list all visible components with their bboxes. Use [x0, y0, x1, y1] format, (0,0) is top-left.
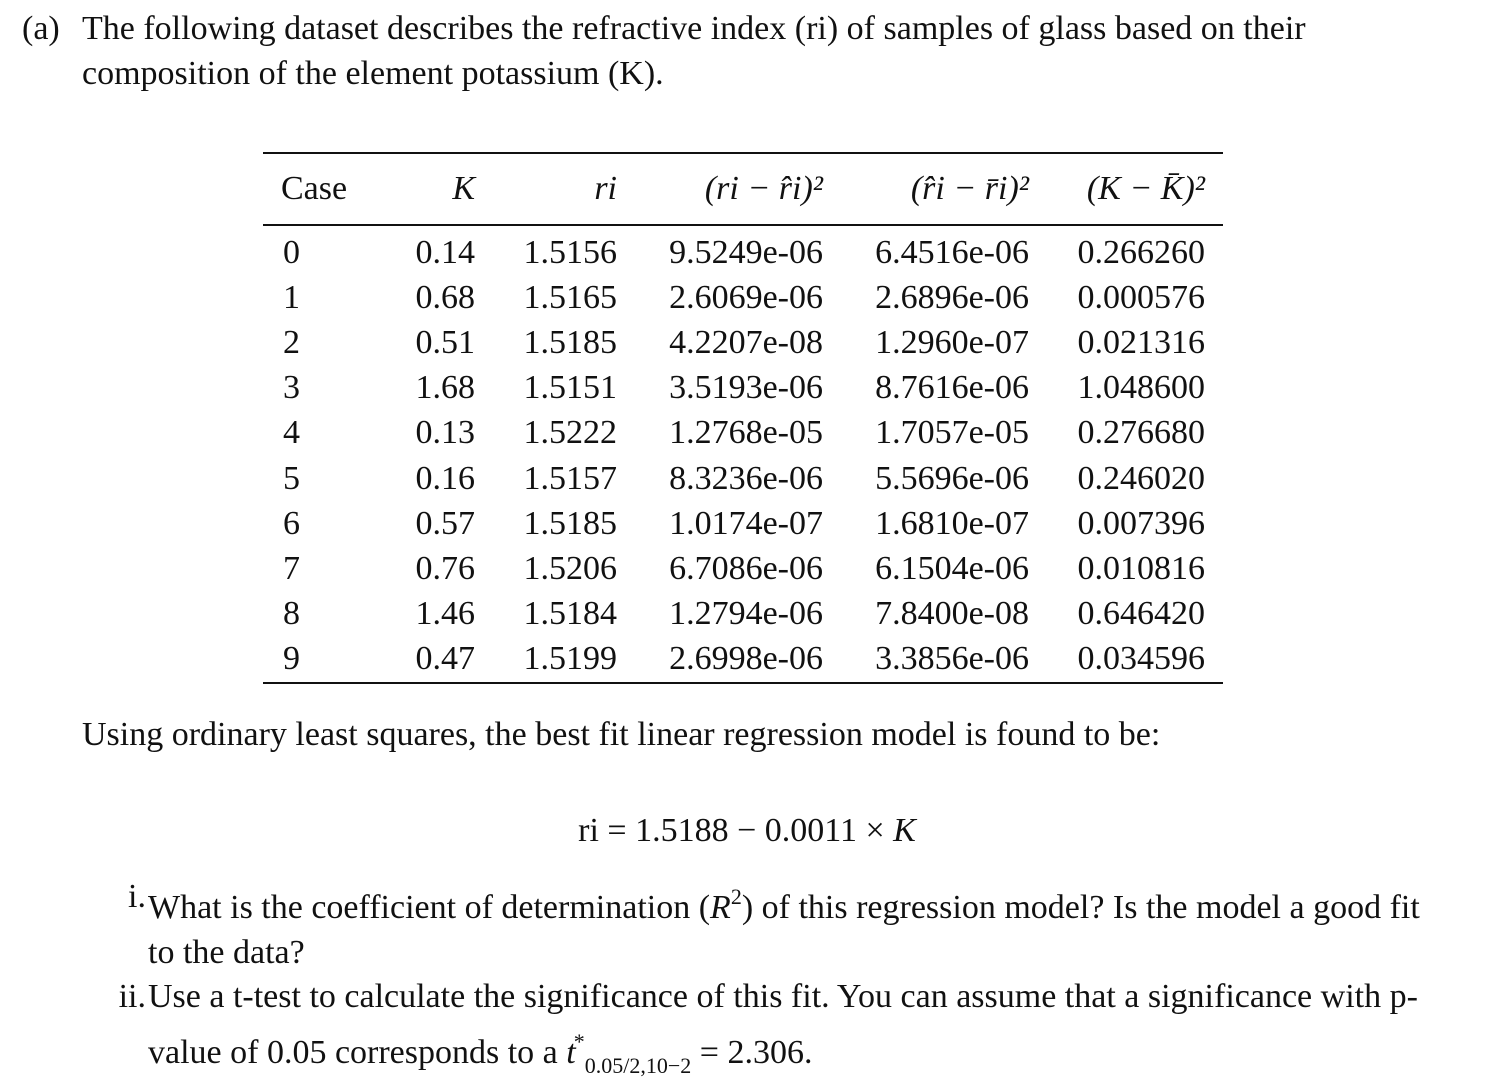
item-ii-t-symbol: t [566, 1034, 576, 1071]
cell-case: 8 [283, 595, 300, 633]
item-i-sup: 2 [730, 884, 742, 909]
cell-ri: 1.5151 [523, 369, 617, 407]
cell-ri: 1.5185 [523, 504, 617, 542]
cell-case: 5 [283, 459, 300, 497]
cell-model-squared: 1.6810e-07 [875, 504, 1029, 542]
question-label: (a) [22, 10, 60, 47]
cell-residual-squared: 1.2768e-05 [669, 414, 823, 452]
cell-residual-squared: 3.5193e-06 [669, 369, 823, 407]
data-table [263, 152, 1223, 684]
cell-residual-squared: 2.6069e-06 [669, 278, 823, 316]
question-item-i [128, 874, 1438, 975]
item-i-text-before: What is the coefficient of determination ( [148, 889, 711, 926]
cell-residual-squared: 6.7086e-06 [669, 549, 823, 587]
cell-residual-squared: 1.0174e-07 [669, 504, 823, 542]
cell-ri: 1.5206 [523, 549, 617, 587]
cell-model-squared: 7.8400e-08 [875, 595, 1029, 633]
item-ii-text-after: = 2.306. [691, 1034, 813, 1071]
cell-k-deviation-squared: 0.276680 [1077, 414, 1205, 452]
regression-equation [0, 808, 1494, 853]
cell-k-deviation-squared: 0.646420 [1077, 595, 1205, 633]
cell-case: 7 [283, 549, 300, 587]
item-ii-marker: ii. [118, 978, 146, 1015]
cell-ri: 1.5184 [523, 595, 617, 633]
cell-k: 0.13 [415, 414, 475, 452]
header-residual-squared: (ri − r̂i)² [704, 170, 823, 207]
cell-k-deviation-squared: 0.266260 [1077, 233, 1205, 271]
cell-k: 0.47 [415, 640, 475, 678]
cell-k-deviation-squared: 0.246020 [1077, 459, 1205, 497]
cell-k: 0.68 [415, 278, 475, 316]
ols-statement: Using ordinary least squares, the best fit linear regression model is found to be: [82, 716, 1161, 753]
cell-k: 0.76 [415, 549, 475, 587]
item-ii-t-sub: 0.05/2,10−2 [584, 1053, 692, 1078]
table-row [263, 225, 1223, 275]
item-i-text-after: ) of this regression model? Is the model a good fit to the data? [148, 889, 1420, 971]
equation-rhs: = 1.5188 − 0.0011 × [607, 812, 894, 849]
item-i-marker: i. [128, 878, 146, 915]
cell-case: 4 [283, 414, 300, 452]
cell-residual-squared: 2.6998e-06 [669, 640, 823, 678]
cell-k: 0.51 [415, 323, 475, 361]
data-table-wrapper [263, 152, 1223, 684]
cell-k: 0.16 [415, 459, 475, 497]
cell-ri: 1.5222 [523, 414, 617, 452]
header-k: K [452, 170, 475, 207]
table-row [263, 411, 1223, 456]
table-header-row [263, 153, 1223, 225]
cell-k: 1.68 [415, 369, 475, 407]
cell-k-deviation-squared: 0.010816 [1077, 549, 1205, 587]
item-ii-text-before: Use a t-test to calculate the significance of this fit. You can assume that a significance with p-value of 0.05 corresponds to a [148, 978, 1418, 1071]
table-row [263, 637, 1223, 683]
cell-residual-squared: 8.3236e-06 [669, 459, 823, 497]
cell-ri: 1.5165 [523, 278, 617, 316]
table-row [263, 366, 1223, 411]
cell-k-deviation-squared: 0.034596 [1077, 640, 1205, 678]
cell-residual-squared: 1.2794e-06 [669, 595, 823, 633]
item-ii-t-sup: * [573, 1029, 585, 1054]
cell-case: 3 [283, 369, 300, 407]
cell-case: 9 [283, 640, 300, 678]
cell-model-squared: 6.4516e-06 [875, 233, 1029, 271]
cell-case: 1 [283, 278, 300, 316]
table-row [263, 320, 1223, 365]
cell-model-squared: 1.7057e-05 [875, 414, 1029, 452]
cell-ri: 1.5199 [523, 640, 617, 678]
header-model-squared: (r̂i − r̄i)² [910, 170, 1029, 207]
table-row [263, 592, 1223, 637]
header-case: Case [281, 170, 348, 207]
cell-model-squared: 3.3856e-06 [875, 640, 1029, 678]
header-ri: ri [594, 170, 617, 207]
cell-k: 1.46 [415, 595, 475, 633]
cell-model-squared: 8.7616e-06 [875, 369, 1029, 407]
table-row [263, 456, 1223, 501]
cell-k-deviation-squared: 0.000576 [1077, 278, 1205, 316]
cell-k-deviation-squared: 1.048600 [1077, 369, 1205, 407]
cell-case: 0 [283, 233, 300, 271]
cell-ri: 1.5156 [523, 233, 617, 271]
question-intro: The following dataset describes the refractive index (ri) of samples of glass based on their composition of the element potassium (K). [82, 10, 1306, 92]
cell-model-squared: 6.1504e-06 [875, 549, 1029, 587]
equation-variable: K [893, 812, 916, 849]
cell-residual-squared: 4.2207e-08 [669, 323, 823, 361]
cell-model-squared: 2.6896e-06 [875, 278, 1029, 316]
table-body [263, 225, 1223, 683]
table-row [263, 546, 1223, 591]
cell-k: 0.57 [415, 504, 475, 542]
equation-lhs: ri [578, 812, 599, 849]
cell-model-squared: 5.5696e-06 [875, 459, 1029, 497]
table-row [263, 501, 1223, 546]
question-item-ii [118, 974, 1438, 1088]
cell-k: 0.14 [415, 233, 475, 271]
table-row [263, 275, 1223, 320]
cell-ri: 1.5157 [523, 459, 617, 497]
header-k-deviation-squared: (K − K̄)² [1086, 170, 1205, 207]
cell-model-squared: 1.2960e-07 [875, 323, 1029, 361]
cell-k-deviation-squared: 0.007396 [1077, 504, 1205, 542]
cell-residual-squared: 9.5249e-06 [669, 233, 823, 271]
cell-case: 2 [283, 323, 300, 361]
cell-k-deviation-squared: 0.021316 [1077, 323, 1205, 361]
item-i-math: R [710, 889, 731, 926]
cell-case: 6 [283, 504, 300, 542]
cell-ri: 1.5185 [523, 323, 617, 361]
